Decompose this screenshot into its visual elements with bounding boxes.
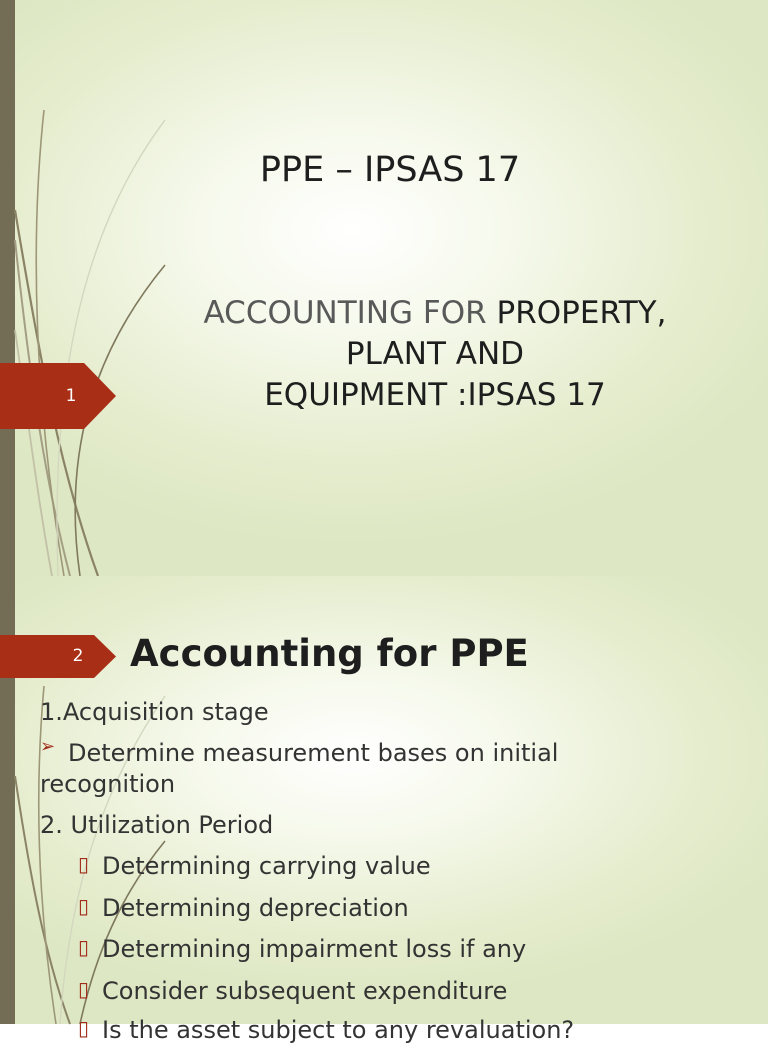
slide-number-badge	[0, 363, 116, 429]
list-item: Determine measurement bases on initial	[68, 739, 559, 767]
list-item: 2. Utilization Period	[40, 811, 274, 839]
list-item: Determining impairment loss if any	[102, 935, 527, 963]
subtitle-gray-part: ACCOUNTING FOR	[203, 295, 497, 331]
slide-number: 1	[65, 386, 77, 406]
list-item: Consider subsequent expenditure	[102, 977, 508, 1005]
list-item: recognition	[40, 770, 176, 798]
slide-number: 2	[72, 646, 84, 666]
subtitle-line-2: PLANT AND	[345, 336, 525, 372]
slide-subtitle	[150, 293, 720, 416]
square-bullet-icon: ▯	[78, 977, 90, 1001]
square-bullet-icon: ▯	[78, 852, 90, 876]
list-item: Is the asset subject to any revaluation?	[102, 1016, 575, 1044]
list-item: 1.Acquisition stage	[40, 698, 269, 726]
square-bullet-icon: ▯	[78, 894, 90, 918]
slide-2	[0, 576, 768, 1044]
list-item: Determining depreciation	[102, 894, 409, 922]
slide-number-badge	[0, 635, 116, 678]
square-bullet-icon: ▯	[78, 935, 90, 959]
decorative-swoosh	[0, 0, 200, 576]
square-bullet-icon: ▯	[78, 1016, 90, 1040]
badge-arrow-shape	[0, 635, 116, 678]
list-item: Determining carrying value	[102, 852, 431, 880]
arrow-bullet-icon: ➢	[40, 736, 56, 757]
subtitle-dark-part: PROPERTY,	[496, 295, 667, 331]
slide-title: Accounting for PPE	[130, 632, 529, 675]
slide-title: PPE – IPSAS 17	[259, 150, 521, 190]
subtitle-line-3: EQUIPMENT :IPSAS 17	[264, 377, 606, 413]
